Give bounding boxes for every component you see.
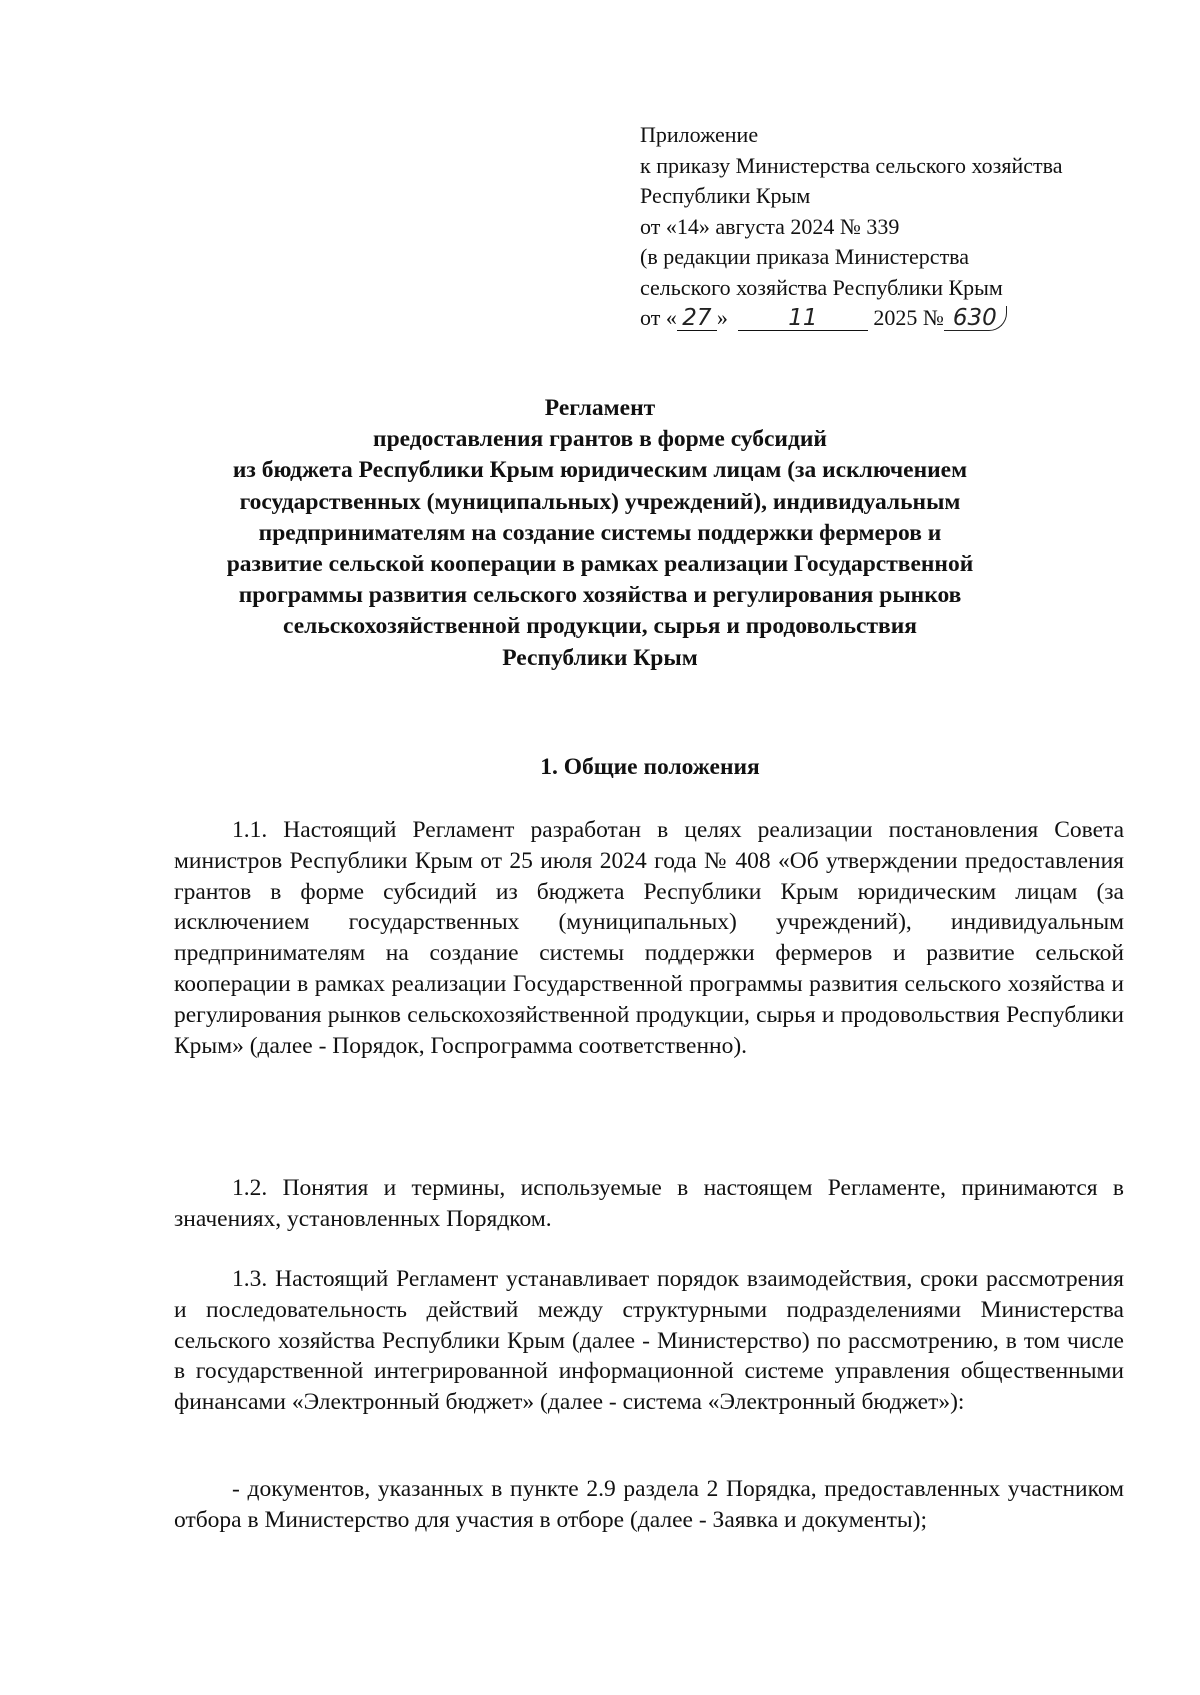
title-subtitle-line: программы развития сельского хозяйства и регулирования рынков: [238, 582, 962, 609]
annex-line-5: (в редакции приказа Министерства: [640, 244, 970, 269]
title-subtitle-line: сельскохозяйственной продукции, сырья и продовольствия: [283, 613, 917, 640]
title-subtitle-line: Республики Крым: [502, 644, 698, 671]
paragraph-1-3: 1.3. Настоящий Регламент устанавливает порядок взаимодействия, сроки рассмотрения и последовательность действий между структурными подразделениями Министерства сельского хозяйства Республики Крым (далее - Министерство) по рассмотрению, в том числе в государственной интегрированной информационной системе управления общественными финансами «Электронный бюджет» (далее - система «Электронный бюджет»):: [174, 1266, 1124, 1416]
paragraph-1-1: 1.1. Настоящий Регламент разработан в целях реализации постановления Совета министров Республики Крым от 25 июля 2024 года № 408 «Об утверждении предоставления грантов в форме субсидий из бюджета Республики Крым юридическим лицам (за исключением государственных (муниципальных) учреждений), индивидуальным предпринимателям на создание системы поддержки фермеров и развитие сельской кооперации в рамках реализации Государственной программы развития сельского хозяйства и регулирования рынков сельскохозяйственной продукции, сырья и продовольствия Республики Крым» (далее - Порядок, Госпрограмма соответственно).: [174, 817, 1124, 1059]
paragraph-1-2: 1.2. Понятия и термины, используемые в настоящем Регламенте, принимаются в значениях, установленных Порядком.: [174, 1175, 1124, 1232]
handwritten-month: 11: [788, 305, 818, 331]
annex-line-6: сельского хозяйства Республики Крым: [640, 274, 1003, 300]
title-subtitle-line: государственных (муниципальных) учреждений), индивидуальным: [239, 488, 961, 515]
title-subtitle-line: развитие сельской кооперации в рамках реализации Государственной: [226, 551, 974, 578]
annex-block: [640, 120, 1120, 334]
month-field: [738, 306, 868, 331]
date-quote-close: »: [716, 305, 728, 330]
handwritten-day: 27: [682, 305, 712, 331]
document-title: [150, 393, 1050, 674]
date-prefix: от «: [640, 305, 677, 330]
number-field: [944, 306, 1007, 331]
annex-line-2: к приказу Министерства сельского хозяйства: [640, 152, 1063, 178]
paragraph-list-item: - документов, указанных в пункте 2.9 раздела 2 Порядка, предоставленных участником отбора в Министерство для участия в отборе (далее - Заявка и документы);: [174, 1476, 1124, 1533]
handwritten-number: 630: [952, 305, 997, 331]
title-main: Регламент: [544, 395, 656, 421]
annex-line-1: Приложение: [640, 122, 759, 147]
title-subtitle-line: из бюджета Республики Крым юридическим лицам (за исключением: [232, 457, 968, 484]
annex-line-4: от «14» августа 2024 № 339: [640, 213, 900, 239]
title-subtitle-line: предоставления грантов в форме субсидий: [373, 426, 827, 453]
title-subtitle-line: предпринимателям на создание системы поддержки фермеров и: [258, 519, 942, 546]
year-and-number-label: 2025 №: [873, 305, 944, 330]
day-field: [677, 306, 717, 331]
annex-line-7: [640, 303, 1120, 334]
annex-line-3: Республики Крым: [640, 183, 811, 208]
section-heading: 1. Общие положения: [540, 754, 760, 780]
